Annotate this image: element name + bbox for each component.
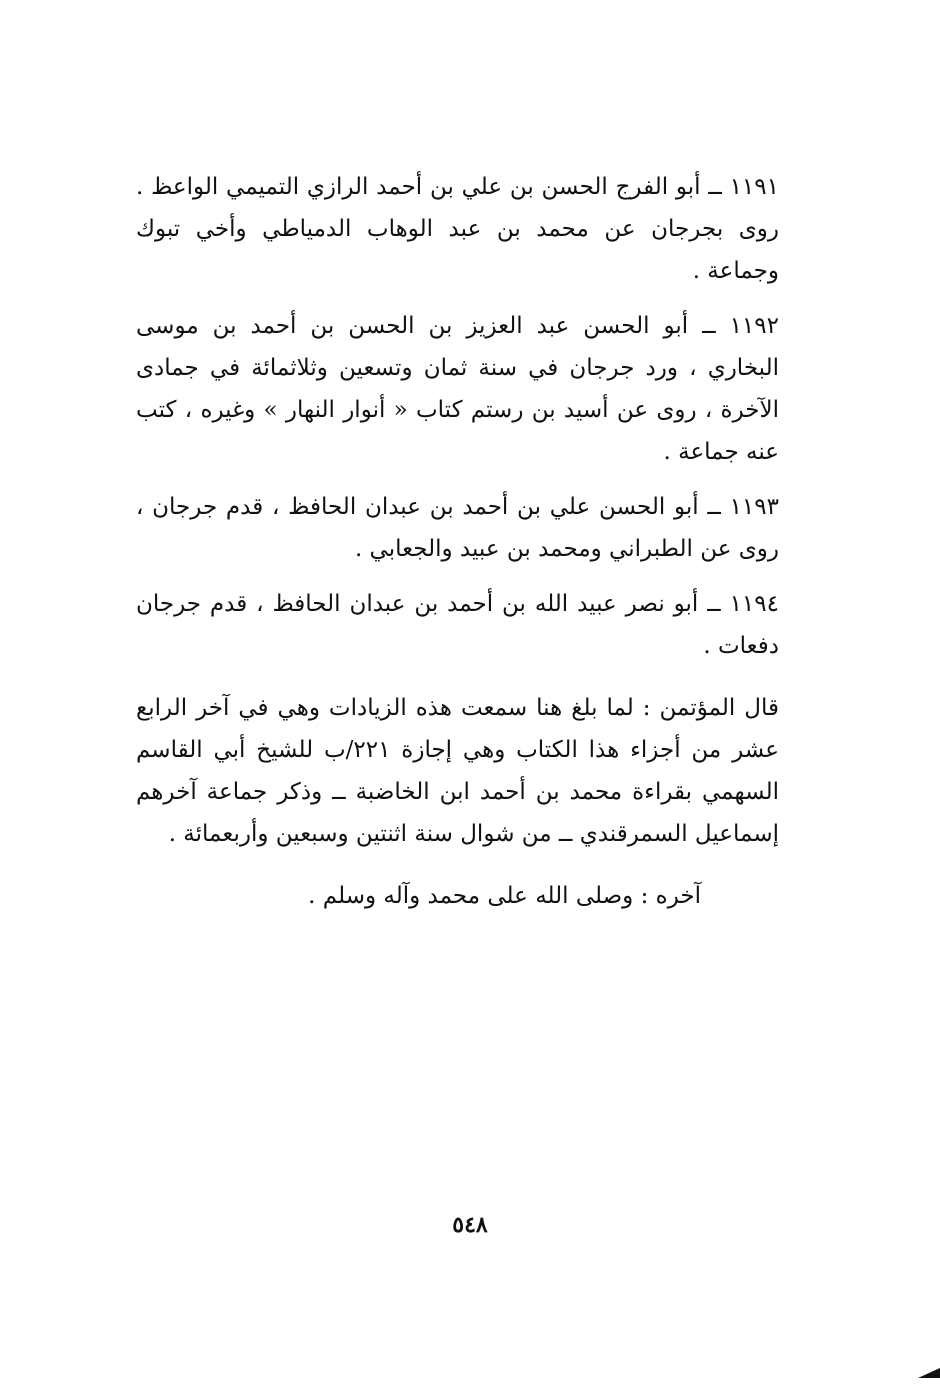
page-number: ٥٤٨	[452, 1212, 488, 1238]
entry-1192: ١١٩٢ ــ أبو الحسن عبد العزيز بن الحسن بن أحمد بن موسى البخاري ، ورد جرجان في سنة ثمان وتسعين وثلاثمائة في جمادى الآخرة ، روى عن أسيد بن رستم كتاب « أنوار النهار » وغيره ، كتب عنه جماعة .	[136, 313, 779, 465]
entry-1191: ١١٩١ ــ أبو الفرج الحسن بن علي بن أحمد الرازي التميمي الواعظ . روى بجرجان عن محمد بن عبد الوهاب الدمياطي وأخي تبوك وجماعة .	[136, 174, 779, 284]
page-body	[136, 166, 779, 930]
scan-corner-mark	[918, 1368, 940, 1378]
entry-1193: ١١٩٣ ــ أبو الحسن علي بن أحمد بن عبدان الحافظ ، قدم جرجان ، روى عن الطبراني ومحمد بن عبيد والجعابي .	[136, 494, 779, 562]
editor-note-paragraph: قال المؤتمن : لما بلغ هنا سمعت هذه الزيادات وهي في آخر الرابع عشر من أجزاء هذا الكتاب وهي إجازة ٢٢١/ب للشيخ أبي القاسم السهمي بقراءة محمد بن أحمد ابن الخاضبة ــ وذكر جماعة آخرهم إسماعيل السمرقندي ــ من شوال سنة اثنتين وسبعين وأربعمائة .	[136, 695, 780, 847]
closing-line: آخره : وصلى الله على محمد وآله وسلم .	[308, 883, 701, 909]
entry-1194: ١١٩٤ ــ أبو نصر عبيد الله بن أحمد بن عبدان الحافظ ، قدم جرجان دفعات .	[136, 591, 779, 659]
